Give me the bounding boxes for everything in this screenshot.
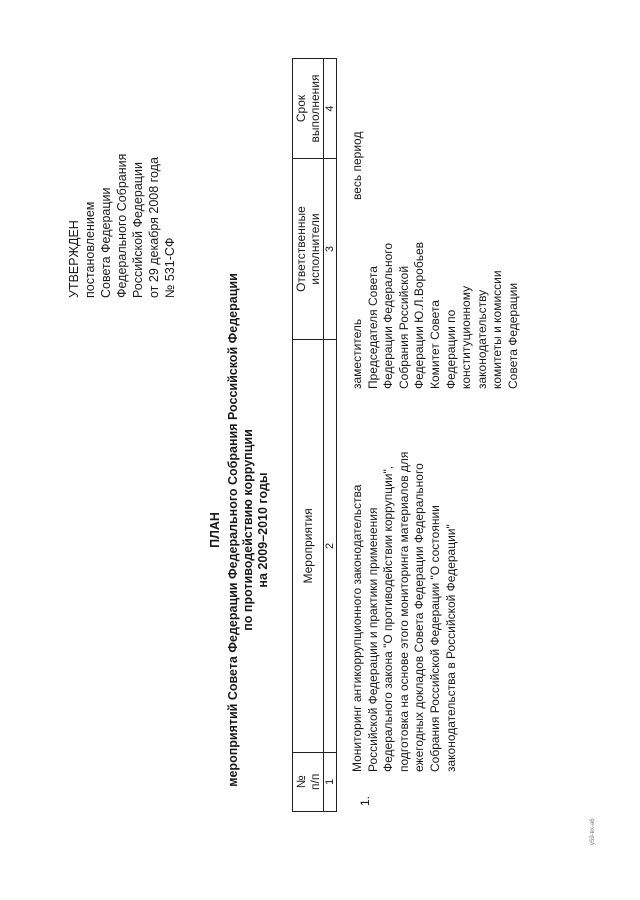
- responsible-line: Федерации Федерального: [381, 242, 396, 389]
- plan-heading: ПЛАН: [208, 512, 222, 548]
- activity-line: Федерального закона "О противодействии коррупции",: [381, 465, 396, 772]
- row-responsible: [350, 189, 522, 389]
- header-responsible: [293, 159, 324, 340]
- header-text: №: [294, 775, 308, 789]
- approval-line: УТВЕРЖДЕН: [67, 220, 81, 298]
- header-text: п/п: [308, 773, 322, 790]
- column-number-row: [324, 59, 337, 812]
- approval-line: Российской Федерации: [131, 162, 145, 298]
- approval-stamp: [66, 98, 178, 298]
- column-number: 3: [324, 159, 337, 340]
- approval-line: Федерального Собрания: [115, 153, 129, 298]
- responsible-line: Федерации по: [443, 309, 458, 389]
- plan-subtitle-line: мероприятий Совета Федерации Федерального Собрания Российской Федерации: [226, 273, 240, 787]
- responsible-line: комитеты и комиссии: [490, 270, 505, 389]
- activity-line: Российской Федерации и практики применения: [365, 507, 380, 772]
- activity-line: подготовка на основе этого мониторинга материалов для: [396, 451, 411, 772]
- approval-line: постановлением: [83, 201, 97, 298]
- header-activities: [293, 340, 324, 752]
- document-title: [208, 250, 271, 810]
- responsible-line: Собрания Российской: [396, 265, 411, 389]
- column-number: 2: [324, 340, 337, 752]
- header-number: [293, 752, 324, 811]
- responsible-line: конституционному: [459, 285, 474, 389]
- responsible-line: Совета Федерации: [505, 282, 520, 389]
- approval-line: № 531-СФ: [163, 237, 177, 298]
- responsible-line: Комитет Совета: [427, 300, 442, 389]
- plan-table: [292, 58, 337, 812]
- responsible-line: законодательству: [474, 289, 489, 389]
- column-number: 4: [324, 59, 337, 159]
- header-text: выполнения: [308, 74, 322, 143]
- plan-subtitle-line: по противодействию коррупции: [241, 429, 255, 631]
- header-text: Мероприятия: [301, 508, 315, 584]
- responsible-line: Председателя Совета: [365, 266, 380, 389]
- responsible-line: Федерации Ю.Л.Воробьев: [412, 241, 427, 389]
- table-header-row: [293, 59, 324, 812]
- row-deadline: весь период: [350, 131, 364, 200]
- activity-line: Мониторинг антикоррупционного законодательства: [350, 484, 364, 772]
- header-deadline: [293, 59, 324, 159]
- header-text: Срок: [294, 94, 308, 123]
- responsible-line: заместитель: [350, 318, 364, 389]
- activity-line: законодательства в Российской Федерации": [443, 524, 458, 772]
- activity-line: ежегодных докладов Совета Федерации Федерального: [412, 463, 427, 772]
- footer-marker: у59-вх-а6: [590, 818, 596, 845]
- header-text: Ответственные: [294, 206, 308, 292]
- activity-line: Собрания Российской Федерации "О состоянии: [427, 505, 442, 772]
- header-text: исполнители: [308, 213, 322, 285]
- approval-line: от 29 декабря 2008 года: [147, 157, 161, 298]
- plan-subtitle-line: на 2009–2010 годы: [256, 472, 270, 588]
- approval-line: Совета Федерации: [99, 187, 113, 298]
- row-number: 1.: [358, 795, 372, 806]
- row-activity: [350, 352, 459, 772]
- column-number: 1: [324, 752, 337, 811]
